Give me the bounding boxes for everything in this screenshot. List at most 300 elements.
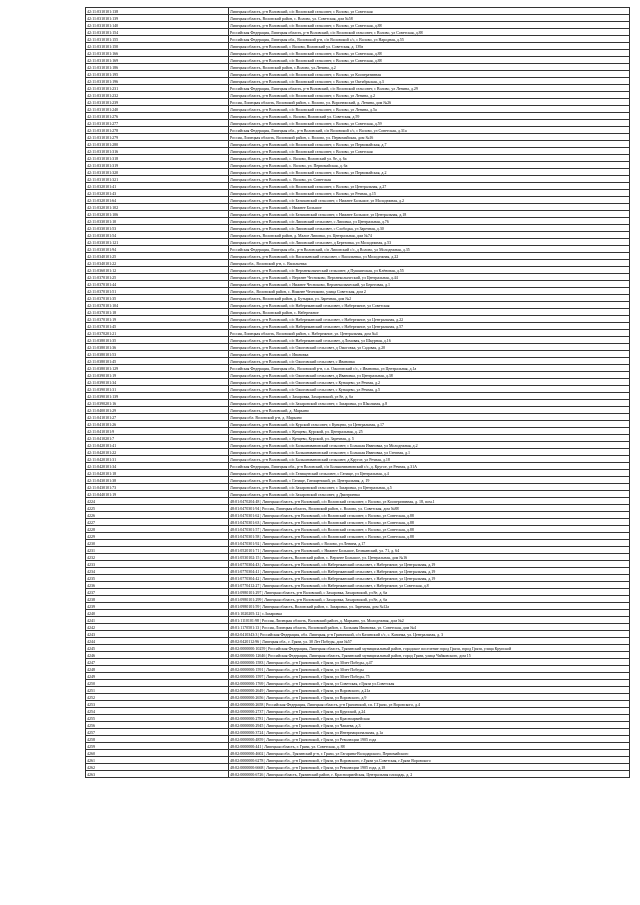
- cadastral-number-cell: 42:11:0310101:319: [86, 162, 229, 169]
- cadastral-number-cell: 4237: [86, 589, 229, 596]
- table-row: [86, 141, 630, 148]
- table-row: [86, 750, 630, 757]
- address-cell: 48:02:0000000:12646 | Российская Федерация, Липецкая область, Грязинский муниципальный район, город Грязи, улица Чайковского, дом 15: [229, 652, 630, 659]
- table-row: [86, 323, 630, 330]
- table-row: [86, 393, 630, 400]
- table-row: [86, 519, 630, 526]
- address-cell: Липецкая область, р-н Воловский, с/п Воловский сельсовет, с Волово, ул Советская, д.88: [229, 57, 630, 64]
- table-row: [86, 232, 630, 239]
- address-cell: Россия, Липецкая область, Воловский район, с. Волово, ул. Первомайская, дом №16: [229, 134, 630, 141]
- table-row: [86, 442, 630, 449]
- address-cell: 48:02:0000000:1583 | Липецкая обл., р-н Грязинский, г Грязи, ул 30лет Победы, д.47: [229, 659, 630, 666]
- cadastral-number-cell: 4227: [86, 519, 229, 526]
- table-row: [86, 295, 630, 302]
- address-cell: 48:02:0000000:1591 | Липецкая обл., р-н Грязинский, г Грязи, ул 30лет Победы: [229, 666, 630, 673]
- table-row: [86, 15, 630, 22]
- address-cell: 48:01:0980101:299 | Липецкая область, р-н Воловский, с Захаровка, Захаровский, ул 8е, д. 6а: [229, 596, 630, 603]
- address-cell: Липецкая область, р-н Воловский, с. Волово, Воловский ул. Советская, д.59: [229, 113, 630, 120]
- cadastral-number-cell: 42:11:0370201:21: [86, 330, 229, 337]
- cadastral-number-cell: 42:11:0410201:7: [86, 435, 229, 442]
- address-cell: Липецкая область, р-н Воловский, с. Волово, ул. Первомайская, д. 6а: [229, 162, 630, 169]
- address-cell: 48:02:0000000:2658 | Российская Федерация, Липецкая область, р-н Грязинский, г.п. Г.Грязи, ул Воровского, д.4: [229, 701, 630, 708]
- cadastral-number-cell: 42:11:0410101:26: [86, 421, 229, 428]
- address-cell: 48:01:0470301:58 | Липецкая область, р-н Воловский, с/п Воловский сельсовет, с Волово, ул Советская, д.88: [229, 533, 630, 540]
- cadastral-number-cell: 4247: [86, 659, 229, 666]
- cadastral-number-cell: 4233: [86, 561, 229, 568]
- address-cell: 48:01:0470204:48 | Липецкая область, р-н Воловский, с/п Воловский сельсовет, с Волово, ул Кооперативная, д. 18, пом.1: [229, 498, 630, 505]
- cadastral-number-cell: 4231: [86, 547, 229, 554]
- address-cell: 48:01:0520101:71 | Липецкая область, р-н Воловский, с Нижнее Большое, Бельчанский, ул. 71, д. 64: [229, 547, 630, 554]
- cadastral-number-cell: 42:11:0370101:51: [86, 288, 229, 295]
- cadastral-number-cell: 42:11:0380101:53: [86, 351, 229, 358]
- table-row: [86, 645, 630, 652]
- cadastral-number-cell: 42:11:0390101:139: [86, 393, 229, 400]
- cadastral-number-cell: 42:11:0310101:150: [86, 43, 229, 50]
- address-cell: Липецкая область, р-н Воловский, с/п Набережанский сельсовет, д Ломовая, ул Шкурная, д.16: [229, 337, 630, 344]
- address-cell: Россия, Липецкая область, Воловский район, с. Волово, ул. Воронежский, д. Ленина, дом №26: [229, 99, 630, 106]
- table-row: [86, 29, 630, 36]
- address-cell: 48:02:0000000:1597 | Липецкая обл., р-н Грязинский, г Грязи, ул 30лет Победы, 75: [229, 673, 630, 680]
- table-row: [86, 498, 630, 505]
- address-cell: Липецкая область, р-н Воловский, с/п Липовский сельсовет, д Березовка, ул Молодежная, д.53: [229, 239, 630, 246]
- address-cell: 48:01:0470301:62 | Липецкая область, р-н Воловский, с/п Воловский сельсовет, с Волово, ул Советская, д.88: [229, 512, 630, 519]
- table-row: [86, 302, 630, 309]
- table-row: [86, 43, 630, 50]
- table-row: [86, 246, 630, 253]
- address-cell: Российская Федерация, Липецкая обл., р-н Воловский, с/п Липовский с/с, д Волово, ул Молодежная, д.35: [229, 246, 630, 253]
- cadastral-number-cell: 42:11:0310101:316: [86, 148, 229, 155]
- table-row: [86, 736, 630, 743]
- table-row: [86, 316, 630, 323]
- cadastral-number-cell: 4246: [86, 652, 229, 659]
- address-cell: Липецкая область, р-н Воловский, с/п Воловский сельсовет, с Волово, ул Кооперативная: [229, 71, 630, 78]
- table-row: [86, 673, 630, 680]
- cadastral-number-cell: 42:11:0430101:73: [86, 484, 229, 491]
- address-cell: Липецкая область, р-н Воловский, с/п Ожоговский сельсовет, д Ожоговка, ул Садовая, д.20: [229, 344, 630, 351]
- address-cell: Липецкая область, р-н Воловский, с Кунцево, Курский, ул. Центральная, д. 25: [229, 428, 630, 435]
- cadastral-number-cell: 42:11:0310101:196: [86, 78, 229, 85]
- cadastral-number-cell: 42:11:0370101:44: [86, 281, 229, 288]
- table-row: [86, 701, 630, 708]
- address-cell: Липецкая область, р-н Воловский, с/п Воловский сельсовет, с Волово, ул Советская: [229, 8, 630, 15]
- cadastral-number-cell: 4253: [86, 701, 229, 708]
- address-cell: Липецкая область, р-н Воловский, с/п Гатищенский сельсовет, с Гатище, ул Центральная, д.4: [229, 470, 630, 477]
- address-cell: 48:01:0470301:94 | Россия, Липецкая область, Воловский район, с. Волово, ул. Советская, дом №88: [229, 505, 630, 512]
- cadastral-number-cell: 4263: [86, 771, 229, 778]
- table-row: [86, 624, 630, 631]
- address-cell: Липецкая область, р-н Воловский, с/п Воловский сельсовет, с Волово, ул Первомайская, д.2: [229, 169, 630, 176]
- address-cell: Липецкая область, р-н Воловский, с/п Воловский сельсовет, с Волово, ул Октябрьская, д.3: [229, 78, 630, 85]
- cadastral-number-cell: 42:11:0380101:129: [86, 365, 229, 372]
- cadastral-number-cell: 42:11:0380101:35: [86, 337, 229, 344]
- table-row: [86, 484, 630, 491]
- cadastral-number-cell: 4257: [86, 729, 229, 736]
- cadastral-number-cell: 42:11:0310101:280: [86, 141, 229, 148]
- address-cell: Российская Федерация, Липецкая обл., р-н Воловский, с/п Воловский с/с, с Волово, ул Советская, д.31а: [229, 127, 630, 134]
- table-row: [86, 113, 630, 120]
- table-row: [86, 631, 630, 638]
- cadastral-number-cell: 4251: [86, 687, 229, 694]
- table-row: [86, 36, 630, 43]
- address-cell: 48:01:0770304:43 | Липецкая область, р-н Воловский, с/п Набережанский сельсовет, с Набережное, ул Центральная, д.19: [229, 561, 630, 568]
- cadastral-number-cell: 42:11:0310101:139: [86, 15, 229, 22]
- table-row: [86, 358, 630, 365]
- address-cell: Российская Федерация, Липецкая обл., р-н Воловский, с/п Большеивановский с/с, д. Кругое, ул Речная, д.31А: [229, 463, 630, 470]
- address-cell: Российская Федерация, Липецкая область, р-н Воловский, с/п Воловский сельсовет, с Волово, ул Ленина, д.29: [229, 85, 630, 92]
- cadastral-number-cell: 4248: [86, 666, 229, 673]
- cadastral-number-cell: 4224: [86, 498, 229, 505]
- cadastral-number-cell: 4225: [86, 505, 229, 512]
- cadastral-number-cell: 42:11:0310101:186: [86, 64, 229, 71]
- cadastral-number-cell: 4244: [86, 638, 229, 645]
- address-cell: 48:02:0000000:6278 | Липецкая обл., р-н Грязинский, г Грязи, ул Воровского, г.Грязи ул.Советская, г.Грязи Воровского: [229, 757, 630, 764]
- cadastral-number-cell: 42:11:0310101:154: [86, 29, 229, 36]
- address-cell: Российская Федерация, Липецкая область, р-н Воловский, с/п Воловский сельсовет, с Волово, ул Советская, д.88: [229, 29, 630, 36]
- table-row: [86, 421, 630, 428]
- table-row: [86, 351, 630, 358]
- table-row: [86, 176, 630, 183]
- cadastral-number-cell: 42:11:0390101:31: [86, 386, 229, 393]
- address-cell: Российская Федерация, Липецкая обл., Воловский р-н, с/п Воловский с/с, с Волово, ул Народная, д.55: [229, 36, 630, 43]
- address-cell: 48:02:0410343:3 | Российская Федерация, обл. Липецкая, р-н Грязинский, с/п Казинский с/с, с. Казинка, ул. Центральная, д. 3: [229, 631, 630, 638]
- table-row: [86, 505, 630, 512]
- table-row: [86, 589, 630, 596]
- cadastral-number-cell: 42:11:0330101:94: [86, 246, 229, 253]
- table-row: [86, 666, 630, 673]
- cadastral-number-cell: 42:11:0320101:102: [86, 204, 229, 211]
- cadastral-number-cell: 42:11:0390101:19: [86, 372, 229, 379]
- address-cell: 48:01:0770304:41 | Липецкая область, р-н Воловский, с/п Набережанский сельсовет, с Набережное, ул Центральная, д.19: [229, 568, 630, 575]
- table-row: [86, 771, 630, 778]
- cadastral-number-cell: 42:11:0310101:155: [86, 36, 229, 43]
- address-cell: Липецкая область, р-н Воловский, с/п Липовский сельсовет, с Слободка, ул Заречная, д.30: [229, 225, 630, 232]
- table-row: [86, 743, 630, 750]
- table-row: [86, 568, 630, 575]
- cadastral-number-cell: 4226: [86, 512, 229, 519]
- cadastral-number-cell: 42:11:0370101:45: [86, 323, 229, 330]
- table-row: [86, 309, 630, 316]
- cadastral-number-cell: 42:11:0370101:25: [86, 274, 229, 281]
- table-row: [86, 428, 630, 435]
- cadastral-number-cell: 4261: [86, 757, 229, 764]
- address-cell: 48:02:0000000:6668 | Липецкая обл., р-н Грязинский, г Грязи, ул Революции 1905 года, д.18: [229, 764, 630, 771]
- address-cell: Липецкая область, р-н Воловский, с/п Воловский сельсовет, с Волово, ул Центральная, д.27: [229, 183, 630, 190]
- address-cell: Липецкая область, р-н Воловский, с/п Набережанский сельсовет, с Набережное, ул Центральная, д.57: [229, 323, 630, 330]
- cadastral-number-cell: 42:11:0320101:43: [86, 190, 229, 197]
- cadastral-number-cell: 4241: [86, 617, 229, 624]
- address-cell: Липецкая область, р-н Воловский, с Захаровка, Захаровский, ул 8е, д. 6а: [229, 393, 630, 400]
- cadastral-number-cell: 42:11:0380101:36: [86, 344, 229, 351]
- table-row: [86, 134, 630, 141]
- address-cell: 48:02:0420112:96 | Липецкая обл., г. Грязи, ул. 30 Лет Победы, дом №57: [229, 638, 630, 645]
- address-cell: Россия, Липецкая область, Воловский район, с. Набережное, ул. Центральная, дом №4: [229, 330, 630, 337]
- table-row: [86, 407, 630, 414]
- table-row: [86, 463, 630, 470]
- cadastral-number-cell: 4228: [86, 526, 229, 533]
- cadastral-number-cell: 42:11:0310101:278: [86, 127, 229, 134]
- table-row: [86, 22, 630, 29]
- table-row: [86, 512, 630, 519]
- address-cell: 48:01:0470301:92 | Липецкая область, р-н Воловский, с Волово, ул Ленина, д.17: [229, 540, 630, 547]
- address-cell: Липецкая область, р-н Воловский, с/п Липовский сельсовет, с Липовка, ул Центральная, д.76: [229, 218, 630, 225]
- address-cell: Липецкая область, р-н Воловский, с/п Захаровский сельсовет, с Захаровка, ул Школьная, д.8: [229, 400, 630, 407]
- address-cell: 48:02:0000000:441 | Липецкая область, г. Грязи, ул. Советская, д. 88: [229, 743, 630, 750]
- table-row: [86, 722, 630, 729]
- registry-table: [85, 7, 630, 778]
- table-row: [86, 456, 630, 463]
- table-row: [86, 414, 630, 421]
- cadastral-number-cell: 4260: [86, 750, 229, 757]
- address-cell: 48:01:0980101:297 | Липецкая область, р-н Воловский, с Захаровка, Захаровский, ул 8е, д. 6а: [229, 589, 630, 596]
- address-cell: Липецкая область, Воловский район, с. Волово, ул. Советская, дом №58: [229, 15, 630, 22]
- address-cell: 48:02:0000000:2649 | Липецкая обл., р-н Грязинский, г Грязи, ул Воровского, д.21а: [229, 687, 630, 694]
- address-cell: 48:02:0000000:6726 | Липецкая область, Грязинский район, г. Красноармейская, Центральная площадь, д. 2: [229, 771, 630, 778]
- address-cell: Липецкая область, р-н Воловский, д. Марьино: [229, 407, 630, 414]
- table-row: [86, 274, 630, 281]
- cadastral-number-cell: 42:11:0310101:195: [86, 71, 229, 78]
- table-row: [86, 85, 630, 92]
- cadastral-number-cell: 4242: [86, 624, 229, 631]
- address-cell: 48:02:0000000:1769 | Липецкая обл., р-н Грязинский, г Грязи, ул Советская, г.Грязи ул.Советская: [229, 680, 630, 687]
- table-row: [86, 610, 630, 617]
- address-cell: 48:01:0980101:59 | Липецкая область, Воловский район, с. Захаровка, ул. Заречная, дом №12а: [229, 603, 630, 610]
- cadastral-number-cell: 42:11:0420101:41: [86, 442, 229, 449]
- cadastral-number-cell: 42:11:0310101:279: [86, 134, 229, 141]
- table-row: [86, 379, 630, 386]
- table-row: [86, 400, 630, 407]
- address-cell: 48:02:0000000:10259 | Российская Федерация, Липецкая область, Грязинский муниципальный район, городское поселение город Грязи, город Грязи, улица Крупской: [229, 645, 630, 652]
- address-cell: 48:02:0000000:4602 | Липецкая обл., Грязинский р-н, г. Грязи, ул Гагарина-Володарского, Первомайского: [229, 750, 630, 757]
- cadastral-number-cell: 42:11:0310101:318: [86, 155, 229, 162]
- address-cell: Липецкая область, р-н Воловский, с Нижнее Большое: [229, 204, 630, 211]
- table-row: [86, 708, 630, 715]
- table-row: [86, 78, 630, 85]
- address-cell: Липецкая область, р-н Воловский, с Кунцево, Курский, ул. Заречная, д. 5: [229, 435, 630, 442]
- cadastral-number-cell: 42:11:0310101:240: [86, 106, 229, 113]
- table-row: [86, 106, 630, 113]
- cadastral-number-cell: 42:11:0360101:12: [86, 267, 229, 274]
- address-cell: 48:01:0470301:63 | Липецкая область, р-н Воловский, с/п Воловский сельсовет, с Волово, ул Советская, д.88: [229, 519, 630, 526]
- address-cell: 48:01:0770412:27 | Липецкая область, р-н Воловский, с/п Набережанский сельсовет, с Набережное, ул Советская, д.8: [229, 582, 630, 589]
- table-row: [86, 554, 630, 561]
- cadastral-number-cell: 42:11:0330101:10: [86, 218, 229, 225]
- cadastral-number-cell: 4258: [86, 736, 229, 743]
- address-cell: Липецкая область, р-н Воловский, с/п Воловский сельсовет, с Волово, ул Советская, д.88: [229, 50, 630, 57]
- address-cell: 48:01:0770304:42 | Липецкая область, р-н Воловский, с/п Набережанский сельсовет, с Набережное, ул Центральная, д.19: [229, 575, 630, 582]
- cadastral-number-cell: 42:11:0370101:19: [86, 316, 229, 323]
- table-row: [86, 715, 630, 722]
- address-cell: 48:01:1020205:12 | с.Захаровка: [229, 610, 630, 617]
- address-cell: Липецкая область, р-н Воловский, с/п Васильевский сельсовет, с Васильевка, ул Молодежная, д.22: [229, 253, 630, 260]
- table-row: [86, 638, 630, 645]
- address-cell: Липецкая область, р-н Воловский, с. Волово, Воловский ул. 8е, д. 6а: [229, 155, 630, 162]
- table-row: [86, 218, 630, 225]
- cadastral-number-cell: 42:11:0310101:138: [86, 8, 229, 15]
- address-cell: Липецкая область, р-н Воловский, с/п Верхнеколыческий сельсовет, д Пушкинская, ул Клёновая, д.55: [229, 267, 630, 274]
- address-cell: 48:02:0000000:2781 | Липецкая обл., р-н Грязинский, г Грязи, ул Красноармейская: [229, 715, 630, 722]
- table-row: [86, 253, 630, 260]
- address-cell: 48:02:0000000:2656 | Липецкая обл., р-н Грязинский, г Грязи, ул Воровского, д.9: [229, 694, 630, 701]
- address-cell: Липецкая область, р-н Воловский, с/п Воловский сельсовет, с Волово, ул Советская, д.59: [229, 120, 630, 127]
- address-cell: Липецкая обл., Воловский р-н, с. Васильевка: [229, 260, 630, 267]
- cadastral-number-cell: 42:11:0310101:239: [86, 99, 229, 106]
- address-cell: Липецкая область, р-н Воловский, с. Волово, ул. Советская: [229, 176, 630, 183]
- table-row: [86, 470, 630, 477]
- cadastral-number-cell: 4230: [86, 540, 229, 547]
- address-cell: Липецкая обл., Воловский район, с. Нижнее Чесноково, улица Советская, дом 2: [229, 288, 630, 295]
- table-row: [86, 148, 630, 155]
- cadastral-number-cell: 4240: [86, 610, 229, 617]
- table-row: [86, 8, 630, 15]
- cadastral-number-cell: 42:11:0420101:18: [86, 470, 229, 477]
- table-row: [86, 449, 630, 456]
- address-cell: Липецкая область, Воловский район, д. Бутырки, ул. Заречная, дом №2: [229, 295, 630, 302]
- table-row: [86, 99, 630, 106]
- cadastral-number-cell: 42:11:0370101:18: [86, 309, 229, 316]
- cadastral-number-cell: 4232: [86, 554, 229, 561]
- table-row: [86, 659, 630, 666]
- address-cell: Липецкая область, р-н Воловский, с/п Воловский сельсовет, с Волово, ул Ленина, д.5а: [229, 106, 630, 113]
- cadastral-number-cell: 4256: [86, 722, 229, 729]
- cadastral-number-cell: 42:11:0410101:27: [86, 414, 229, 421]
- cadastral-number-cell: 42:11:0340101:22: [86, 260, 229, 267]
- table-row: [86, 337, 630, 344]
- address-cell: Липецкая область, р-н Воловский, с/п Воловский сельсовет, с Волово, ул Советская, д.88: [229, 22, 630, 29]
- cadastral-number-cell: 4235: [86, 575, 229, 582]
- table-row: [86, 603, 630, 610]
- address-cell: 48:01:0470301:57 | Липецкая область, р-н Воловский, с/п Воловский сельсовет, с Волово, ул Советская, д.88: [229, 526, 630, 533]
- address-cell: Липецкая область, р-н Воловский, с/п Набережанский сельсовет, с Набережное, ул Советская: [229, 302, 630, 309]
- address-cell: Российская Федерация, Липецкая обл., Воловский р-н, с.п. Ожоговский с/с, с Ивановка, ул Центральная, д.1а: [229, 365, 630, 372]
- cadastral-number-cell: 42:11:0320101:64: [86, 197, 229, 204]
- table-row: [86, 687, 630, 694]
- cadastral-number-cell: 42:11:0310101:277: [86, 120, 229, 127]
- table-row: [86, 204, 630, 211]
- cadastral-number-cell: 42:11:0420101:31: [86, 456, 229, 463]
- cadastral-number-cell: 42:11:0310101:140: [86, 22, 229, 29]
- address-cell: Липецкая область, р-н Воловский, с/п Ожоговский сельсовет, с Кунацево, ул Речная, д.5: [229, 386, 630, 393]
- address-cell: Липецкая область, р-н Воловский, с/п Воловский сельсовет, с Волово, ул Ленина, д.2: [229, 92, 630, 99]
- cadastral-number-cell: 42:11:0310101:169: [86, 57, 229, 64]
- cadastral-number-cell: 42:11:0440101:19: [86, 491, 229, 498]
- table-row: [86, 729, 630, 736]
- cadastral-number-cell: 42:11:0370101:104: [86, 302, 229, 309]
- address-cell: Липецкая область, р-н Воловский, с/п Набережанский сельсовет, с Набережное, ул Центральная, д.22: [229, 316, 630, 323]
- cadastral-number-cell: 4262: [86, 764, 229, 771]
- table-row: [86, 526, 630, 533]
- address-cell: 48:01:1110101:98 | Россия, Липецкая область, Воловский район, д. Марьино, ул. Молодежная, дом №2: [229, 617, 630, 624]
- table-row: [86, 225, 630, 232]
- cadastral-number-cell: 4252: [86, 694, 229, 701]
- cadastral-number-cell: 4250: [86, 680, 229, 687]
- cadastral-number-cell: 4255: [86, 715, 229, 722]
- address-cell: Липецкая область, р-н Воловский, с Волово, Воловский ул. Советская, д. 139а: [229, 43, 630, 50]
- table-row: [86, 92, 630, 99]
- cadastral-number-cell: 42:11:0310101:232: [86, 92, 229, 99]
- cadastral-number-cell: 42:11:0400101:29: [86, 407, 229, 414]
- cadastral-number-cell: 42:11:0310101:166: [86, 50, 229, 57]
- table-row: [86, 190, 630, 197]
- address-cell: 48:02:0000000:4859 | Липецкая обл., р-н Грязинский, г Грязи, ул Революции 1905 года: [229, 736, 630, 743]
- cadastral-number-cell: 4238: [86, 596, 229, 603]
- address-cell: 48:02:0000000:2945 | Липецкая обл., р-н Грязинский, г Грязи, ул Чапаева, д.3: [229, 722, 630, 729]
- address-cell: Липецкая область, р-н Воловский, с/п Курский сельсовет, с Кунцево, ул Центральная, д.17: [229, 421, 630, 428]
- table-row: [86, 50, 630, 57]
- address-cell: Липецкая область, р-н Воловский, с/п Воловский сельсовет, с Волово, ул Первомайская, д.7: [229, 141, 630, 148]
- table-row: [86, 162, 630, 169]
- table-row: [86, 386, 630, 393]
- table-row: [86, 435, 630, 442]
- address-cell: Липецкая область, р-н Воловский, с/п Воловский сельсовет, с Волово, ул Советская: [229, 148, 630, 155]
- table-row: [86, 533, 630, 540]
- table-row: [86, 365, 630, 372]
- address-cell: Липецкая область, р-н Воловский, с/п Большеивановский сельсовет, с Большая Ивановка, ул Молодежная, д.2: [229, 442, 630, 449]
- cadastral-number-cell: 4239: [86, 603, 229, 610]
- cadastral-number-cell: 4245: [86, 645, 229, 652]
- cadastral-number-cell: 4234: [86, 568, 229, 575]
- cadastral-number-cell: 4259: [86, 743, 229, 750]
- table-row: [86, 582, 630, 589]
- table-row: [86, 260, 630, 267]
- table-row: [86, 183, 630, 190]
- cadastral-number-cell: 42:11:0410101:9: [86, 428, 229, 435]
- cadastral-number-cell: 42:11:0320101:106: [86, 211, 229, 218]
- table-row: [86, 197, 630, 204]
- cadastral-number-cell: 42:11:0330101:53: [86, 225, 229, 232]
- cadastral-number-cell: 42:11:0340101:25: [86, 253, 229, 260]
- table-row: [86, 491, 630, 498]
- table-row: [86, 757, 630, 764]
- table-row: [86, 267, 630, 274]
- address-cell: Липецкая область, р-н Воловский, с Гатище, Гатищенский, ул. Центральная, д. 19: [229, 477, 630, 484]
- cadastral-number-cell: 4236: [86, 582, 229, 589]
- table-row: [86, 764, 630, 771]
- table-row: [86, 64, 630, 71]
- cadastral-number-cell: 42:11:0370101:35: [86, 295, 229, 302]
- address-cell: 48:02:0000000:3724 | Липецкая обл., р-н Грязинский, г Грязи, ул Интернациональная, д.1а: [229, 729, 630, 736]
- table-row: [86, 211, 630, 218]
- table-row: [86, 281, 630, 288]
- cadastral-number-cell: 42:11:0380101:45: [86, 358, 229, 365]
- table-row: [86, 155, 630, 162]
- table-row: [86, 617, 630, 624]
- table-row: [86, 71, 630, 78]
- address-cell: 48:01:0530102:15 | Липецкая область, Воловский район, с. Верхнее Большое, ул. Центральная, дом №16: [229, 554, 630, 561]
- cadastral-number-cell: 4254: [86, 708, 229, 715]
- cadastral-number-cell: 42:11:0390201:16: [86, 400, 229, 407]
- table-row: [86, 127, 630, 134]
- cadastral-number-cell: 4243: [86, 631, 229, 638]
- address-cell: Липецкая область, р-н Воловский, с Ивановка: [229, 351, 630, 358]
- table-row: [86, 239, 630, 246]
- table-row: [86, 547, 630, 554]
- address-cell: Липецкая обл. Воловский р-н, д. Марьино: [229, 414, 630, 421]
- table-row: [86, 372, 630, 379]
- cadastral-number-cell: 42:11:0420101:22: [86, 449, 229, 456]
- table-row: [86, 120, 630, 127]
- cadastral-number-cell: 42:11:0310101:321: [86, 176, 229, 183]
- cadastral-number-cell: 42:11:0330101:54: [86, 232, 229, 239]
- address-cell: 48:01:1170501:13 | Россия, Липецкая область, Воловский район, с. Большая Ивановка, ул. Советская, дом №4: [229, 624, 630, 631]
- address-cell: Липецкая область, р-н Воловский, с/п Захаровский сельсовет, с Захаровка, ул Центральная, д.5: [229, 484, 630, 491]
- address-cell: Липецкая область, р-н Воловский, с/п Большеивановский сельсовет, д Кругое, ул Речная, д.18: [229, 456, 630, 463]
- cadastral-number-cell: 42:11:0310101:320: [86, 169, 229, 176]
- table-row: [86, 561, 630, 568]
- table-row: [86, 694, 630, 701]
- table-row: [86, 540, 630, 547]
- address-cell: Липецкая область, р-н Воловский, с/п Бельчанский сельсовет, с Нижнее Большое, ул Центральная, д.18: [229, 211, 630, 218]
- address-cell: Липецкая область, р-н Воловский, с/п Воловский сельсовет, с Волово, ул Речная, д.15: [229, 190, 630, 197]
